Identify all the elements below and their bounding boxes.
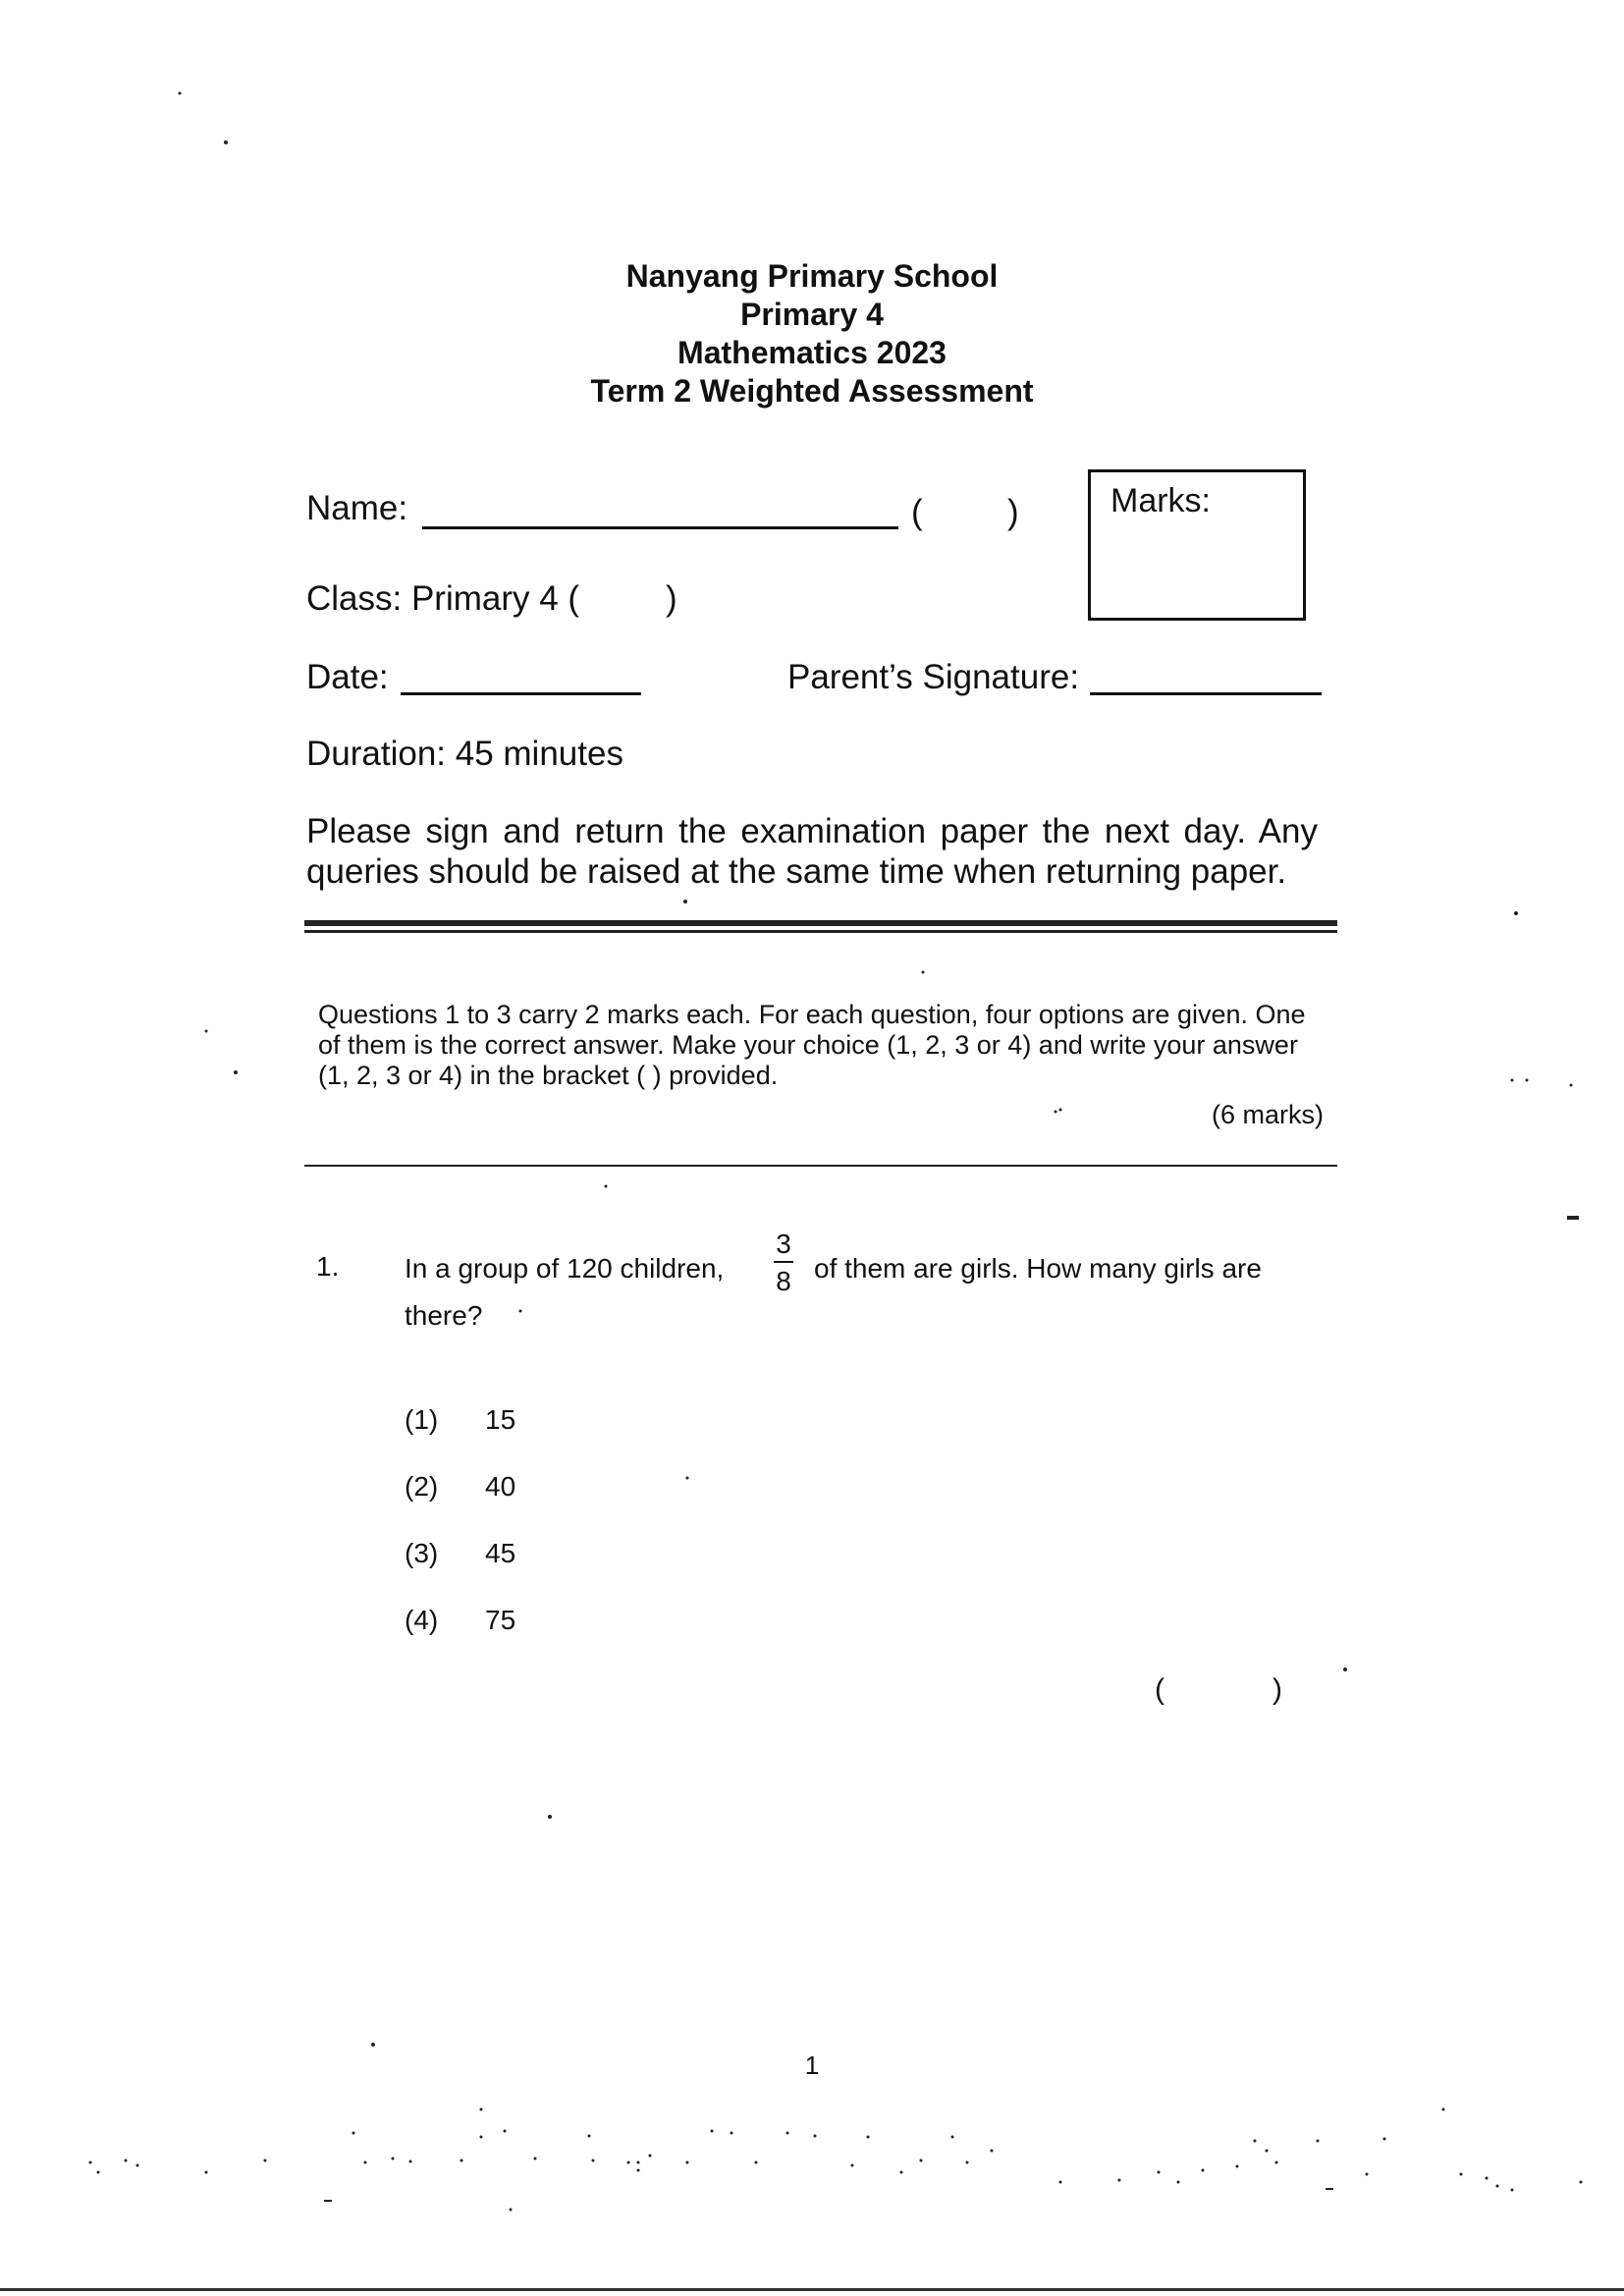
index-bracket-open: ( xyxy=(911,493,923,531)
name-label: Name: xyxy=(306,489,408,527)
page-number: 1 xyxy=(804,2050,820,2080)
option-value: 15 xyxy=(485,1404,516,1435)
marks-label: Marks: xyxy=(1110,482,1211,519)
class-bracket-close: ) xyxy=(666,579,677,618)
class-label: Class: Primary 4 ( xyxy=(306,579,580,618)
return-notice: Please sign and return the examination paper the next day. Any queries should be raised at the same time when returning paper. xyxy=(306,812,1318,891)
option-value: 75 xyxy=(485,1605,516,1635)
section-marks: (6 marks) xyxy=(1212,1100,1324,1129)
subject-title: Mathematics 2023 xyxy=(677,335,947,370)
option-number: (1) xyxy=(405,1404,439,1435)
school-name: Nanyang Primary School xyxy=(625,258,999,294)
assessment-title: Term 2 Weighted Assessment xyxy=(590,373,1034,409)
option-number: (3) xyxy=(405,1538,439,1568)
signature-label: Parent’s Signature: xyxy=(787,658,1080,696)
index-bracket-close: ) xyxy=(1007,493,1019,531)
section-instructions: Questions 1 to 3 carry 2 marks each. For each question, four options are given. One of them is the correct answer. Make your choice (1, 2, 3 or 4) and write your answer (1, 2, 3 or 4) in the bracket ( ) provided. xyxy=(318,1000,1306,1090)
duration-text: Duration: 45 minutes xyxy=(306,735,623,773)
scan-edge-line xyxy=(0,2288,1624,2291)
option-number: (2) xyxy=(405,1471,439,1502)
date-label: Date: xyxy=(306,658,389,696)
level-title: Primary 4 xyxy=(740,297,884,332)
option-value: 45 xyxy=(485,1538,516,1568)
question-text-end: of them are girls. How many girls are xyxy=(814,1253,1262,1284)
option-value: 40 xyxy=(485,1471,516,1502)
answer-bracket-open: ( xyxy=(1155,1673,1164,1706)
answer-bracket-close: ) xyxy=(1272,1673,1282,1706)
question-text-start: In a group of 120 children, xyxy=(405,1253,725,1284)
fraction-denominator: 8 xyxy=(776,1266,791,1296)
question-number: 1. xyxy=(316,1251,340,1282)
option-number: (4) xyxy=(405,1605,439,1635)
fraction-numerator: 3 xyxy=(776,1229,791,1259)
question-text-line2: there? xyxy=(405,1300,483,1331)
